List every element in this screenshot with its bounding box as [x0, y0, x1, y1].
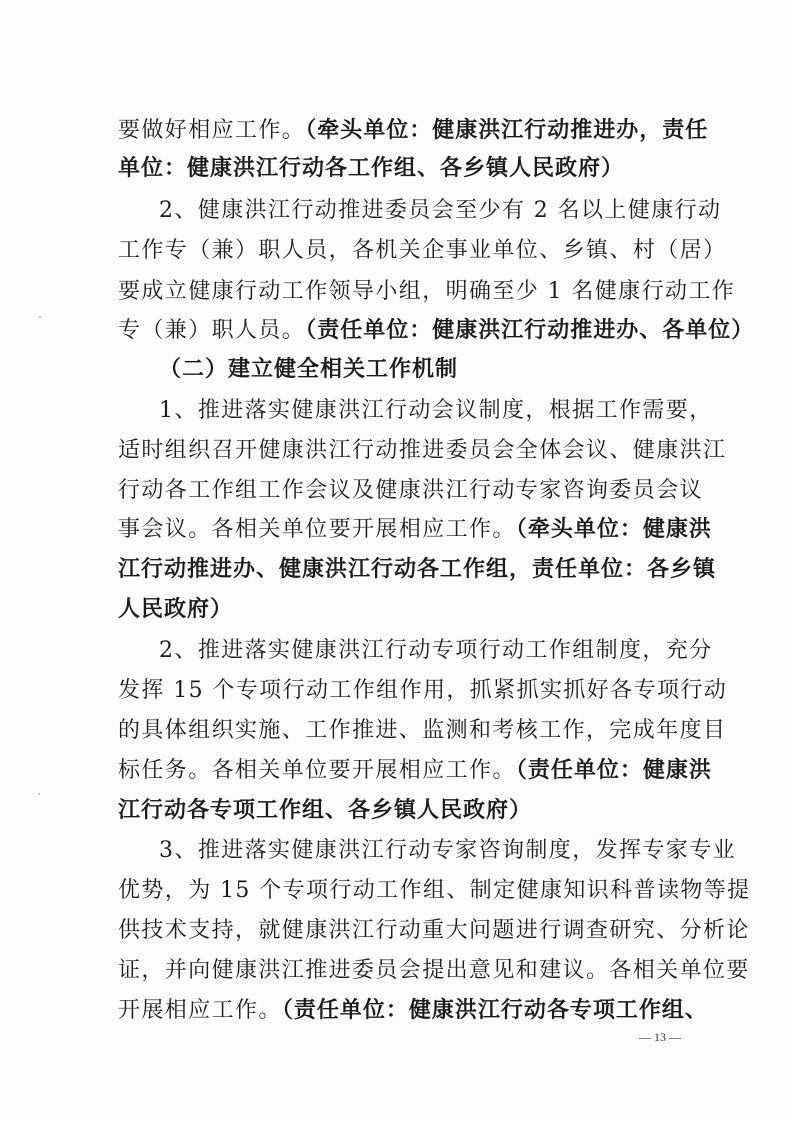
text-line: 单位：健康洪江行动各工作组、各乡镇人民政府） [118, 156, 625, 181]
text-line: 事会议。各相关单位要开展相应工作。（牵头单位：健康洪 [118, 517, 712, 542]
page-number: — 13 — [639, 1030, 681, 1044]
paragraph-start: 1、推进落实健康洪江行动会议制度，根据工作需要， [159, 398, 713, 423]
text-line: 适时组织召开健康洪江行动推进委员会全体会议、健康洪江 [118, 438, 727, 463]
section-heading: （二）建立健全相关工作机制 [159, 357, 459, 382]
paragraph-start: 3、推进落实健康洪江行动专家咨询制度，发挥专家专业 [159, 838, 736, 863]
text-line: 证，并向健康洪江推进委员会提出意见和建议。各相关单位要 [118, 958, 750, 983]
text-line: 江行动各专项工作组、各乡镇人民政府） [118, 798, 533, 823]
text-line: 标任务。各相关单位要开展相应工作。（责任单位：健康洪 [118, 758, 712, 783]
text-line: 的具体组织实施、工作推进、监测和考核工作，完成年度目 [118, 718, 727, 743]
text-line: 专（兼）职人员。（责任单位：健康洪江行动推进办、各单位） [118, 318, 755, 343]
text-line: 发挥 15 个专项行动工作组作用，抓紧抓实抓好各专项行动 [118, 678, 728, 703]
text-line: 开展相应工作。（责任单位：健康洪江行动各专项工作组、 [118, 998, 708, 1023]
scan-speck [38, 793, 40, 795]
text-line: 江行动推进办、健康洪江行动各工作组，责任单位：各乡镇 [118, 557, 717, 582]
text-line: 行动各工作组工作会议及健康洪江行动专家咨询委员会议 [118, 478, 704, 503]
paragraph-start: 2、健康洪江行动推进委员会至少有 2 名以上健康行动 [159, 198, 722, 223]
text-line: 要成立健康行动工作领导小组，明确至少 1 名健康行动工作 [118, 279, 736, 304]
text-line: 要做好相应工作。（牵头单位：健康洪江行动推进办，责任 [118, 118, 709, 143]
text-line: 供技术支持，就健康洪江行动重大问题进行调查研究、分析论 [118, 918, 750, 943]
text-line: 优势，为 15 个专项行动工作组、制定健康知识科普读物等提 [118, 878, 751, 903]
text-line: 人民政府） [118, 597, 234, 622]
paragraph-start: 2、推进落实健康洪江行动专项行动工作组制度，充分 [159, 638, 713, 663]
scan-speck [39, 316, 41, 318]
text-line: 工作专（兼）职人员，各机关企事业单位、乡镇、村（居） [118, 238, 727, 263]
